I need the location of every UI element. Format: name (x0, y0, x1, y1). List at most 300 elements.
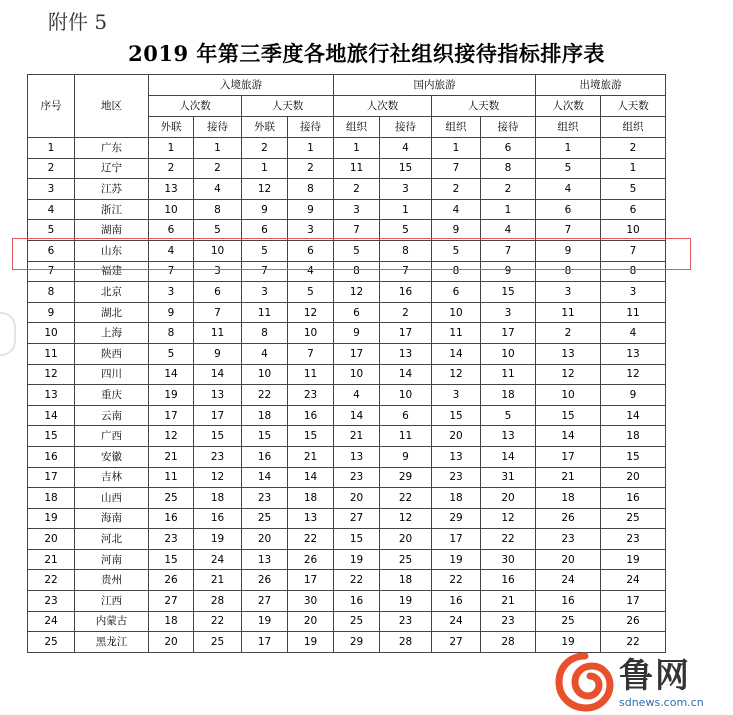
swirl-logo-icon (555, 650, 615, 712)
ranking-table (27, 74, 666, 653)
rank-cell: 14 (536, 426, 601, 447)
rank-cell: 17 (334, 343, 380, 364)
region-cell: 河北 (75, 529, 149, 550)
rank-cell: 23 (432, 467, 481, 488)
header-jiedai: 接待 (288, 117, 334, 138)
seq-cell: 11 (28, 343, 75, 364)
rank-cell: 23 (149, 529, 194, 550)
rank-cell: 5 (288, 282, 334, 303)
table-row (28, 405, 666, 426)
rank-cell: 21 (481, 591, 536, 612)
seq-cell: 12 (28, 364, 75, 385)
rank-cell: 4 (481, 220, 536, 241)
watermark-url: sdnews.com.cn (619, 696, 704, 709)
rank-cell: 21 (334, 426, 380, 447)
table-row (28, 282, 666, 303)
seq-cell: 7 (28, 261, 75, 282)
rank-cell: 3 (242, 282, 288, 303)
rank-cell: 14 (601, 405, 666, 426)
rank-cell: 13 (149, 179, 194, 200)
table-row (28, 199, 666, 220)
header-waili: 外联 (149, 117, 194, 138)
rank-cell: 6 (432, 282, 481, 303)
header-domestic: 国内旅游 (334, 75, 536, 96)
rank-cell: 16 (601, 488, 666, 509)
rank-cell: 4 (242, 343, 288, 364)
region-cell: 河南 (75, 549, 149, 570)
rank-cell: 8 (601, 261, 666, 282)
rank-cell: 7 (601, 240, 666, 261)
region-cell: 浙江 (75, 199, 149, 220)
rank-cell: 25 (601, 508, 666, 529)
rank-cell: 13 (194, 385, 242, 406)
seq-cell: 1 (28, 138, 75, 159)
rank-cell: 9 (432, 220, 481, 241)
rank-cell: 4 (380, 138, 432, 159)
region-cell: 湖北 (75, 302, 149, 323)
rank-cell: 20 (536, 549, 601, 570)
rank-cell: 9 (194, 343, 242, 364)
header-jiedai: 接待 (380, 117, 432, 138)
rank-cell: 26 (536, 508, 601, 529)
rank-cell: 8 (288, 179, 334, 200)
rank-cell: 11 (288, 364, 334, 385)
rank-cell: 13 (601, 343, 666, 364)
table-row (28, 240, 666, 261)
rank-cell: 13 (334, 446, 380, 467)
rank-cell: 23 (334, 467, 380, 488)
rank-cell: 18 (194, 488, 242, 509)
rank-cell: 4 (149, 240, 194, 261)
rank-cell: 3 (601, 282, 666, 303)
region-cell: 山东 (75, 240, 149, 261)
rank-cell: 19 (334, 549, 380, 570)
header-inbound-visits: 人次数 (149, 96, 242, 117)
rank-cell: 13 (432, 446, 481, 467)
rank-cell: 12 (288, 302, 334, 323)
rank-cell: 10 (432, 302, 481, 323)
table-row (28, 343, 666, 364)
rank-cell: 1 (149, 138, 194, 159)
rank-cell: 17 (536, 446, 601, 467)
rank-cell: 12 (481, 508, 536, 529)
rank-cell: 6 (334, 302, 380, 323)
rank-cell: 6 (380, 405, 432, 426)
rank-cell: 7 (149, 261, 194, 282)
rank-cell: 27 (149, 591, 194, 612)
rank-cell: 16 (149, 508, 194, 529)
seq-cell: 10 (28, 323, 75, 344)
rank-cell: 2 (432, 179, 481, 200)
rank-cell: 10 (536, 385, 601, 406)
rank-cell: 19 (380, 591, 432, 612)
rank-cell: 14 (288, 467, 334, 488)
rank-cell: 9 (288, 199, 334, 220)
rank-cell: 22 (432, 570, 481, 591)
rank-cell: 15 (194, 426, 242, 447)
rank-cell: 22 (194, 611, 242, 632)
rank-cell: 26 (242, 570, 288, 591)
region-cell: 吉林 (75, 467, 149, 488)
rank-cell: 31 (481, 467, 536, 488)
rank-cell: 27 (334, 508, 380, 529)
watermark (555, 648, 733, 715)
rank-cell: 2 (601, 138, 666, 159)
rank-cell: 8 (242, 323, 288, 344)
rank-cell: 2 (194, 158, 242, 179)
rank-cell: 10 (288, 323, 334, 344)
rank-cell: 16 (380, 282, 432, 303)
rank-cell: 17 (432, 529, 481, 550)
rank-cell: 20 (601, 467, 666, 488)
rank-cell: 16 (334, 591, 380, 612)
rank-cell: 4 (536, 179, 601, 200)
rank-cell: 1 (242, 158, 288, 179)
rank-cell: 11 (242, 302, 288, 323)
rank-cell: 19 (242, 611, 288, 632)
region-cell: 山西 (75, 488, 149, 509)
rank-cell: 27 (432, 632, 481, 653)
seq-cell: 17 (28, 467, 75, 488)
rank-cell: 11 (194, 323, 242, 344)
region-cell: 广东 (75, 138, 149, 159)
rank-cell: 1 (194, 138, 242, 159)
rank-cell: 1 (334, 138, 380, 159)
rank-cell: 28 (481, 632, 536, 653)
rank-cell: 16 (432, 591, 481, 612)
rank-cell: 14 (432, 343, 481, 364)
table-row (28, 158, 666, 179)
rank-cell: 15 (242, 426, 288, 447)
rank-cell: 9 (149, 302, 194, 323)
rank-cell: 3 (432, 385, 481, 406)
rank-cell: 1 (481, 199, 536, 220)
rank-cell: 3 (334, 199, 380, 220)
rank-cell: 24 (194, 549, 242, 570)
seq-cell: 24 (28, 611, 75, 632)
rank-cell: 19 (288, 632, 334, 653)
seq-cell: 18 (28, 488, 75, 509)
rank-cell: 6 (481, 138, 536, 159)
region-cell: 辽宁 (75, 158, 149, 179)
rank-cell: 8 (380, 240, 432, 261)
rank-cell: 13 (242, 549, 288, 570)
rank-cell: 7 (380, 261, 432, 282)
rank-cell: 23 (536, 529, 601, 550)
attachment-label: 附件 5 (48, 10, 108, 34)
rank-cell: 19 (194, 529, 242, 550)
rank-cell: 10 (334, 364, 380, 385)
rank-cell: 28 (380, 632, 432, 653)
table-row (28, 364, 666, 385)
table-row (28, 261, 666, 282)
seq-cell: 25 (28, 632, 75, 653)
rank-cell: 9 (242, 199, 288, 220)
rank-cell: 18 (380, 570, 432, 591)
rank-cell: 15 (536, 405, 601, 426)
rank-cell: 5 (242, 240, 288, 261)
rank-cell: 17 (288, 570, 334, 591)
rank-cell: 19 (432, 549, 481, 570)
watermark-brand: 鲁网 (619, 656, 691, 696)
rank-cell: 12 (536, 364, 601, 385)
rank-cell: 10 (380, 385, 432, 406)
table-row (28, 591, 666, 612)
rank-cell: 18 (242, 405, 288, 426)
rank-cell: 11 (432, 323, 481, 344)
region-cell: 湖南 (75, 220, 149, 241)
rank-cell: 8 (149, 323, 194, 344)
seq-cell: 15 (28, 426, 75, 447)
rank-cell: 17 (194, 405, 242, 426)
rank-cell: 19 (149, 385, 194, 406)
rank-cell: 8 (334, 261, 380, 282)
rank-cell: 22 (380, 488, 432, 509)
table-row (28, 549, 666, 570)
rank-cell: 5 (481, 405, 536, 426)
rank-cell: 22 (242, 385, 288, 406)
seq-cell: 19 (28, 508, 75, 529)
header-zuzhi: 组织 (536, 117, 601, 138)
region-cell: 上海 (75, 323, 149, 344)
rank-cell: 10 (149, 199, 194, 220)
rank-cell: 12 (380, 508, 432, 529)
region-cell: 内蒙古 (75, 611, 149, 632)
rank-cell: 10 (601, 220, 666, 241)
region-cell: 四川 (75, 364, 149, 385)
rank-cell: 1 (536, 138, 601, 159)
rank-cell: 11 (149, 467, 194, 488)
rank-cell: 25 (242, 508, 288, 529)
rank-cell: 18 (149, 611, 194, 632)
rank-cell: 3 (536, 282, 601, 303)
seq-cell: 4 (28, 199, 75, 220)
rank-cell: 9 (334, 323, 380, 344)
rank-cell: 2 (536, 323, 601, 344)
table-row (28, 426, 666, 447)
rank-cell: 5 (380, 220, 432, 241)
rank-cell: 25 (334, 611, 380, 632)
seq-cell: 14 (28, 405, 75, 426)
rank-cell: 18 (601, 426, 666, 447)
rank-cell: 3 (288, 220, 334, 241)
region-cell: 江苏 (75, 179, 149, 200)
rank-cell: 1 (601, 158, 666, 179)
rank-cell: 20 (481, 488, 536, 509)
rank-cell: 8 (432, 261, 481, 282)
rank-cell: 10 (194, 240, 242, 261)
rank-cell: 17 (242, 632, 288, 653)
rank-cell: 25 (149, 488, 194, 509)
seq-cell: 13 (28, 385, 75, 406)
table-row (28, 611, 666, 632)
rank-cell: 11 (481, 364, 536, 385)
region-cell: 安徽 (75, 446, 149, 467)
region-cell: 海南 (75, 508, 149, 529)
table-row (28, 323, 666, 344)
rank-cell: 23 (380, 611, 432, 632)
header-zuzhi: 组织 (334, 117, 380, 138)
seq-cell: 20 (28, 529, 75, 550)
rank-cell: 16 (194, 508, 242, 529)
rank-cell: 16 (481, 570, 536, 591)
region-cell: 福建 (75, 261, 149, 282)
rank-cell: 5 (149, 343, 194, 364)
rank-cell: 30 (288, 591, 334, 612)
rank-cell: 12 (194, 467, 242, 488)
rank-cell: 14 (380, 364, 432, 385)
header-inbound: 入境旅游 (149, 75, 334, 96)
rank-cell: 3 (149, 282, 194, 303)
rank-cell: 16 (536, 591, 601, 612)
region-cell: 广西 (75, 426, 149, 447)
rank-cell: 10 (242, 364, 288, 385)
region-cell: 云南 (75, 405, 149, 426)
rank-cell: 22 (481, 529, 536, 550)
rank-cell: 19 (601, 549, 666, 570)
rank-cell: 24 (601, 570, 666, 591)
rank-cell: 14 (149, 364, 194, 385)
rank-cell: 25 (194, 632, 242, 653)
table-row (28, 570, 666, 591)
page-title: 2019 年第三季度各地旅行社组织接待指标排序表 (128, 41, 605, 66)
region-cell: 江西 (75, 591, 149, 612)
rank-cell: 14 (194, 364, 242, 385)
rank-cell: 12 (334, 282, 380, 303)
seq-cell: 3 (28, 179, 75, 200)
table-row (28, 138, 666, 159)
rank-cell: 1 (432, 138, 481, 159)
rank-cell: 2 (334, 179, 380, 200)
rank-cell: 21 (288, 446, 334, 467)
rank-cell: 4 (194, 179, 242, 200)
rank-cell: 7 (432, 158, 481, 179)
rank-cell: 14 (334, 405, 380, 426)
scroll-handle[interactable] (0, 312, 16, 356)
rank-cell: 6 (194, 282, 242, 303)
header-inbound-days: 人天数 (242, 96, 334, 117)
rank-cell: 9 (601, 385, 666, 406)
rank-cell: 21 (149, 446, 194, 467)
rank-cell: 12 (149, 426, 194, 447)
rank-cell: 4 (432, 199, 481, 220)
rank-cell: 17 (481, 323, 536, 344)
table-row (28, 467, 666, 488)
rank-cell: 8 (194, 199, 242, 220)
rank-cell: 6 (288, 240, 334, 261)
rank-cell: 7 (481, 240, 536, 261)
rank-cell: 5 (194, 220, 242, 241)
rank-cell: 7 (194, 302, 242, 323)
rank-cell: 23 (194, 446, 242, 467)
rank-cell: 9 (536, 240, 601, 261)
header-domestic-visits: 人次数 (334, 96, 432, 117)
rank-cell: 4 (288, 261, 334, 282)
rank-cell: 23 (601, 529, 666, 550)
region-cell: 贵州 (75, 570, 149, 591)
rank-cell: 11 (380, 426, 432, 447)
region-cell: 陕西 (75, 343, 149, 364)
rank-cell: 3 (481, 302, 536, 323)
rank-cell: 6 (536, 199, 601, 220)
rank-cell: 21 (194, 570, 242, 591)
table-row (28, 385, 666, 406)
rank-cell: 7 (242, 261, 288, 282)
rank-cell: 9 (481, 261, 536, 282)
header-zuzhi: 组织 (601, 117, 666, 138)
table-row (28, 488, 666, 509)
table-row (28, 179, 666, 200)
region-cell: 重庆 (75, 385, 149, 406)
rank-cell: 6 (242, 220, 288, 241)
rank-cell: 16 (288, 405, 334, 426)
rank-cell: 2 (481, 179, 536, 200)
rank-cell: 16 (242, 446, 288, 467)
header-outbound-visits: 人次数 (536, 96, 601, 117)
seq-cell: 8 (28, 282, 75, 303)
rank-cell: 2 (242, 138, 288, 159)
seq-cell: 6 (28, 240, 75, 261)
rank-cell: 17 (149, 405, 194, 426)
rank-cell: 2 (380, 302, 432, 323)
seq-cell: 23 (28, 591, 75, 612)
rank-cell: 4 (334, 385, 380, 406)
rank-cell: 30 (481, 549, 536, 570)
header-zuzhi: 组织 (432, 117, 481, 138)
table-row (28, 302, 666, 323)
region-cell: 黑龙江 (75, 632, 149, 653)
rank-cell: 5 (536, 158, 601, 179)
rank-cell: 23 (481, 611, 536, 632)
rank-cell: 14 (481, 446, 536, 467)
rank-cell: 21 (536, 467, 601, 488)
rank-cell: 8 (481, 158, 536, 179)
rank-cell: 29 (334, 632, 380, 653)
rank-cell: 20 (242, 529, 288, 550)
rank-cell: 1 (288, 138, 334, 159)
table-row (28, 508, 666, 529)
rank-cell: 13 (536, 343, 601, 364)
rank-cell: 6 (601, 199, 666, 220)
rank-cell: 15 (149, 549, 194, 570)
rank-cell: 6 (149, 220, 194, 241)
rank-cell: 3 (380, 179, 432, 200)
rank-cell: 29 (432, 508, 481, 529)
rank-cell: 29 (380, 467, 432, 488)
header-jiedai: 接待 (481, 117, 536, 138)
rank-cell: 5 (334, 240, 380, 261)
rank-cell: 12 (432, 364, 481, 385)
rank-cell: 17 (601, 591, 666, 612)
header-domestic-days: 人天数 (432, 96, 536, 117)
header-waili: 外联 (242, 117, 288, 138)
rank-cell: 10 (481, 343, 536, 364)
rank-cell: 26 (601, 611, 666, 632)
rank-cell: 9 (380, 446, 432, 467)
rank-cell: 22 (288, 529, 334, 550)
rank-cell: 20 (432, 426, 481, 447)
rank-cell: 26 (288, 549, 334, 570)
rank-cell: 14 (242, 467, 288, 488)
rank-cell: 13 (380, 343, 432, 364)
rank-cell: 13 (481, 426, 536, 447)
seq-cell: 2 (28, 158, 75, 179)
rank-cell: 15 (432, 405, 481, 426)
header-outbound: 出境旅游 (536, 75, 666, 96)
rank-cell: 15 (481, 282, 536, 303)
table-row (28, 529, 666, 550)
rank-cell: 28 (194, 591, 242, 612)
